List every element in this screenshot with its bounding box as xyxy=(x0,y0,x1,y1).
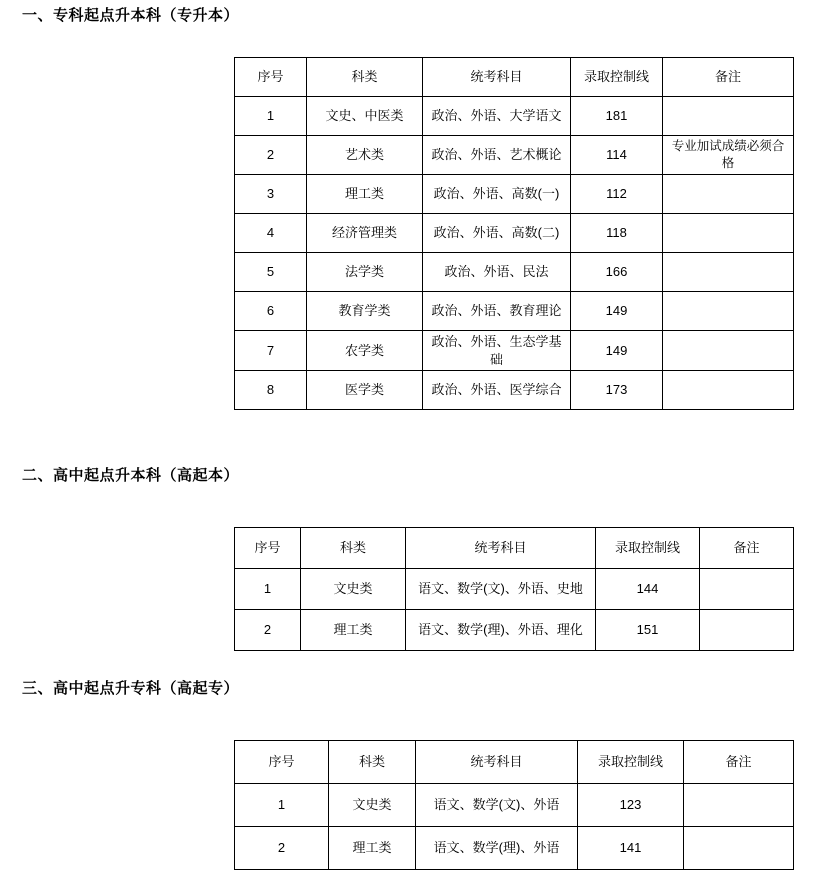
table-row xyxy=(235,827,794,870)
cell-remark xyxy=(663,175,794,214)
table-row xyxy=(235,214,794,253)
col-header-no: 序号 xyxy=(235,58,307,97)
table-row xyxy=(235,175,794,214)
cell-score: 149 xyxy=(571,292,663,331)
cell-category: 医学类 xyxy=(307,371,423,410)
col-header-remark: 备注 xyxy=(684,741,794,784)
cell-subjects: 政治、外语、生态学基础 xyxy=(423,331,571,371)
score-table-gaoqiben xyxy=(234,527,794,651)
cell-score: 112 xyxy=(571,175,663,214)
table-header-row xyxy=(235,58,794,97)
cell-remark xyxy=(663,292,794,331)
table-row xyxy=(235,253,794,292)
cell-subjects: 政治、外语、民法 xyxy=(423,253,571,292)
table-row xyxy=(235,610,794,651)
col-header-remark: 备注 xyxy=(700,528,794,569)
cell-category: 经济管理类 xyxy=(307,214,423,253)
col-header-score: 录取控制线 xyxy=(578,741,684,784)
cell-subjects: 语文、数学(文)、外语、史地 xyxy=(406,569,596,610)
cell-score: 181 xyxy=(571,97,663,136)
cell-no: 7 xyxy=(235,331,307,371)
col-header-no: 序号 xyxy=(235,528,301,569)
table-row xyxy=(235,371,794,410)
section-title-3: 三、高中起点升专科（高起专） xyxy=(22,680,240,697)
cell-remark xyxy=(700,569,794,610)
cell-no: 8 xyxy=(235,371,307,410)
cell-remark xyxy=(663,214,794,253)
cell-score: 166 xyxy=(571,253,663,292)
cell-category: 理工类 xyxy=(301,610,406,651)
cell-remark xyxy=(663,97,794,136)
cell-score: 173 xyxy=(571,371,663,410)
table-row xyxy=(235,569,794,610)
cell-category: 文史、中医类 xyxy=(307,97,423,136)
cell-remark: 专业加试成绩必须合格 xyxy=(663,136,794,175)
cell-subjects: 政治、外语、高数(二) xyxy=(423,214,571,253)
section-title-2: 二、高中起点升本科（高起本） xyxy=(22,467,240,484)
cell-score: 144 xyxy=(596,569,700,610)
cell-category: 法学类 xyxy=(307,253,423,292)
cell-remark xyxy=(663,253,794,292)
table-header-row xyxy=(235,528,794,569)
cell-no: 2 xyxy=(235,136,307,175)
cell-remark xyxy=(663,331,794,371)
cell-subjects: 政治、外语、大学语文 xyxy=(423,97,571,136)
score-table-gaoqizhuan xyxy=(234,740,794,870)
col-header-score: 录取控制线 xyxy=(571,58,663,97)
table-row xyxy=(235,97,794,136)
cell-remark xyxy=(684,784,794,827)
cell-subjects: 政治、外语、艺术概论 xyxy=(423,136,571,175)
table-row xyxy=(235,331,794,371)
cell-category: 理工类 xyxy=(329,827,416,870)
section-title-1: 一、专科起点升本科（专升本） xyxy=(22,7,240,24)
cell-score: 151 xyxy=(596,610,700,651)
cell-remark xyxy=(700,610,794,651)
col-header-category: 科类 xyxy=(307,58,423,97)
cell-subjects: 政治、外语、医学综合 xyxy=(423,371,571,410)
score-table-zhuanshengben xyxy=(234,57,794,410)
col-header-subjects: 统考科目 xyxy=(406,528,596,569)
cell-no: 5 xyxy=(235,253,307,292)
cell-subjects: 语文、数学(理)、外语 xyxy=(416,827,578,870)
col-header-no: 序号 xyxy=(235,741,329,784)
cell-category: 艺术类 xyxy=(307,136,423,175)
cell-no: 1 xyxy=(235,784,329,827)
cell-category: 农学类 xyxy=(307,331,423,371)
cell-no: 6 xyxy=(235,292,307,331)
col-header-remark: 备注 xyxy=(663,58,794,97)
col-header-subjects: 统考科目 xyxy=(416,741,578,784)
cell-subjects: 语文、数学(理)、外语、理化 xyxy=(406,610,596,651)
cell-score: 149 xyxy=(571,331,663,371)
cell-category: 理工类 xyxy=(307,175,423,214)
cell-score: 118 xyxy=(571,214,663,253)
cell-no: 1 xyxy=(235,97,307,136)
cell-category: 文史类 xyxy=(301,569,406,610)
table-row xyxy=(235,136,794,175)
cell-subjects: 政治、外语、高数(一) xyxy=(423,175,571,214)
cell-no: 3 xyxy=(235,175,307,214)
cell-score: 141 xyxy=(578,827,684,870)
col-header-category: 科类 xyxy=(301,528,406,569)
table-header-row xyxy=(235,741,794,784)
cell-remark xyxy=(684,827,794,870)
col-header-category: 科类 xyxy=(329,741,416,784)
cell-category: 教育学类 xyxy=(307,292,423,331)
cell-no: 2 xyxy=(235,827,329,870)
cell-category: 文史类 xyxy=(329,784,416,827)
col-header-subjects: 统考科目 xyxy=(423,58,571,97)
table-row xyxy=(235,292,794,331)
cell-subjects: 语文、数学(文)、外语 xyxy=(416,784,578,827)
cell-no: 1 xyxy=(235,569,301,610)
table-row xyxy=(235,784,794,827)
cell-remark xyxy=(663,371,794,410)
cell-subjects: 政治、外语、教育理论 xyxy=(423,292,571,331)
col-header-score: 录取控制线 xyxy=(596,528,700,569)
cell-score: 123 xyxy=(578,784,684,827)
cell-score: 114 xyxy=(571,136,663,175)
cell-no: 2 xyxy=(235,610,301,651)
cell-no: 4 xyxy=(235,214,307,253)
